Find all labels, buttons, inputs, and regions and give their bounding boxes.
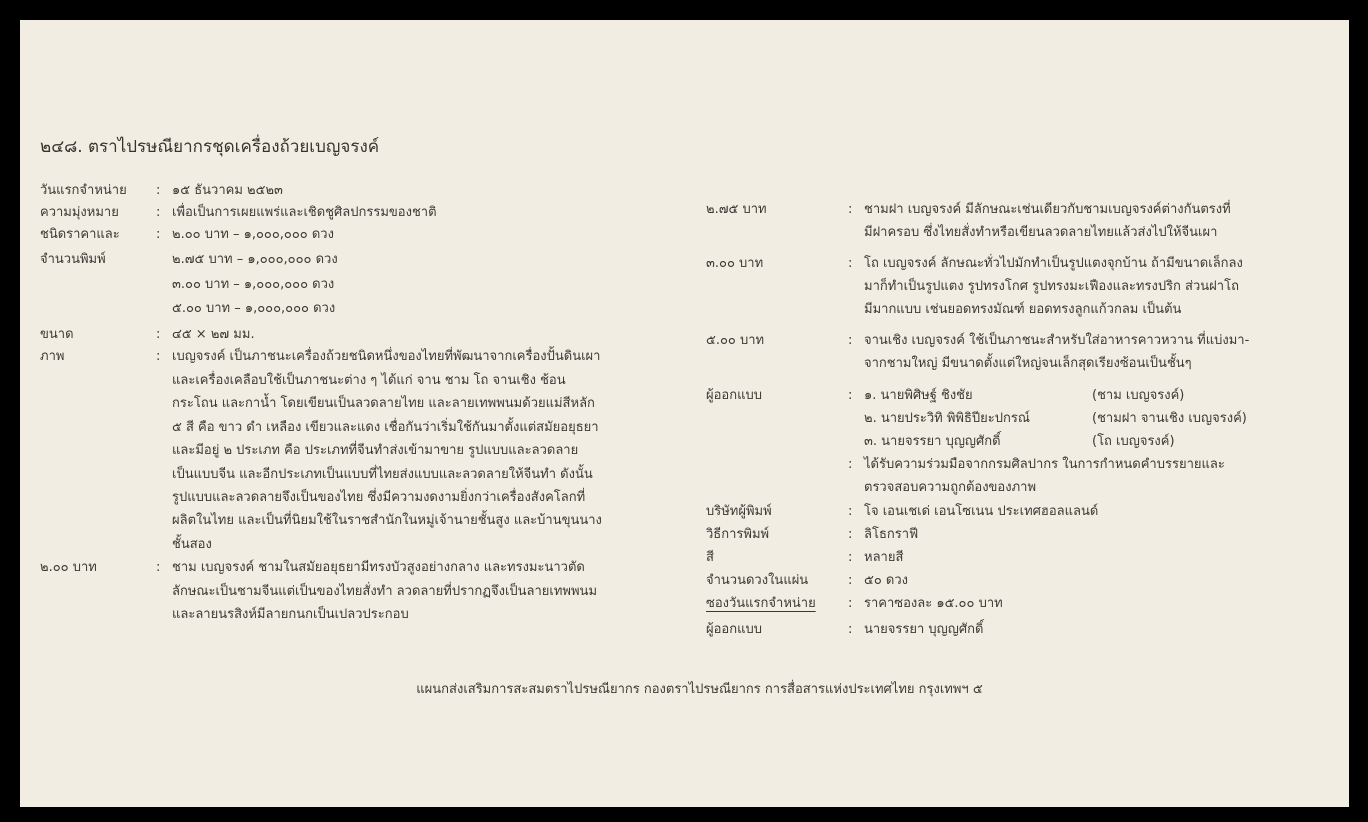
colors-row xyxy=(706,546,1334,569)
baht-300-line: มีมากแบบ เช่นยอดทรงมัณฑ์ ยอดทรงลูกแก้วกลม เป็นต้น xyxy=(864,302,1182,317)
picture-row xyxy=(40,345,700,556)
colon: : xyxy=(848,457,853,472)
baht-275-line: ชามฝา เบญจรงค์ มีลักษณะเช่นเดียวกับชามเบญจรงค์ต่างกันตรงที่ xyxy=(864,202,1231,217)
baht-500-line: จานเชิง เบญจรงค์ ใช้เป็นภาชนะสำหรับใส่อาหารคาวหวาน ที่แบ่งมา- xyxy=(864,333,1250,348)
baht-500-line: จากชามใหญ่ มีขนาดตั้งแต่ใหญ่จนเล็กสุดเรียงซ้อนเป็นชั้นๆ xyxy=(864,356,1192,371)
footer-text: แผนกส่งเสริมการสะสมตราไปรษณียากร กองตราไปรษณียากร การสื่อสารแห่งประเทศไทย กรุงเทพฯ ๕ xyxy=(416,682,983,697)
printer-value: โจ เอนเชเด่ เอนโซเนน ประเทศฮอลแลนด์ xyxy=(864,504,1099,519)
colon: : xyxy=(848,256,853,271)
baht-275-label: ๒.๗๕ บาท xyxy=(706,202,767,217)
baht-500-row xyxy=(706,329,1334,375)
colon: : xyxy=(156,227,161,243)
colon: : xyxy=(848,622,853,637)
purpose-label: ความมุ่งหมาย xyxy=(40,204,119,220)
fdc-value: ราคาซองละ ๑๕.๐๐ บาท xyxy=(864,596,1003,611)
baht-200-line: ลักษณะเป็นชามจีนแต่เป็นของไทยสั่งทำ ลวดลายที่ปรากฏจึงเป็นลายเทพพนม xyxy=(172,583,598,599)
colon: : xyxy=(848,388,853,403)
colon: : xyxy=(848,550,853,565)
picture-line: ชั้นสอง xyxy=(172,536,212,552)
left-column xyxy=(40,180,700,626)
fdc-designer-row xyxy=(706,618,1334,641)
first-day-row xyxy=(40,180,700,202)
designer-item: (ชามฝา จานเชิง เบญจรงค์) xyxy=(1092,411,1247,426)
designer-name: ๑. นายพิศิษฐ์ ชิงชัย xyxy=(864,388,973,403)
designers-note-line: ได้รับความร่วมมือจากกรมศิลปากร ในการกำหนดคำบรรยายและ xyxy=(864,457,1225,472)
colon: : xyxy=(156,183,161,198)
colors-label: สี xyxy=(706,550,714,565)
fdc-label: ซองวันแรกจำหน่าย xyxy=(706,596,816,611)
first-day-value: ๑๕ ธันวาคม ๒๕๒๓ xyxy=(172,183,283,198)
page-title: ๒๔๘. ตราไปรษณียากรชุดเครื่องถ้วยเบญจรงค์ xyxy=(40,137,380,157)
picture-line: และเครื่องเคลือบใช้เป็นภาชนะต่าง ๆ ได้แก่ จาน ชาม โถ จานเชิง ช้อน xyxy=(172,372,566,388)
picture-line: เป็นแบบจีน และอีกประเภทเป็นแบบที่ไทยส่งแบบและลวดลายให้จีนทำ ดังนั้น xyxy=(172,466,593,482)
designers-note-row xyxy=(706,453,1334,499)
designers-note-line: ตรวจสอบความถูกต้องของภาพ xyxy=(864,480,1037,495)
baht-275-row xyxy=(706,198,1334,244)
designer-name: ๒. นายประวิทิ พิพิธิปียะปกรณ์ xyxy=(864,411,1030,426)
baht-300-row xyxy=(706,252,1334,321)
designers-label: ผู้ออกแบบ xyxy=(706,388,762,403)
printer-row xyxy=(706,500,1334,523)
first-day-label: วันแรกจำหน่าย xyxy=(40,183,127,198)
designers-row xyxy=(706,384,1334,453)
fdc-designer-value: นายจรรยา บุญญศักดิ์ xyxy=(864,622,984,637)
stamps-per-sheet-label: จำนวนดวงในแผ่น xyxy=(706,573,809,588)
right-column xyxy=(706,180,1334,641)
baht-275-line: มีฝาครอบ ซึ่งไทยสั่งทำหรือเขียนลวดลายไทยแล้วส่งไปให้จีนเผา xyxy=(864,225,1218,240)
denomination-item: ๒.๐๐ บาท – ๑,๐๐๐,๐๐๐ ดวง xyxy=(172,227,334,243)
colon: : xyxy=(848,527,853,542)
designer-line xyxy=(864,407,1334,430)
denomination-item: ๒.๗๕ บาท – ๑,๐๐๐,๐๐๐ ดวง xyxy=(172,252,338,267)
printer-label: บริษัทผู้พิมพ์ xyxy=(706,504,772,519)
picture-line: ๕ สี คือ ขาว ดำ เหลือง เขียวและแดง เชื่อกันว่าเริ่มใช้กันมาตั้งแต่สมัยอยุธยา xyxy=(172,419,599,435)
designer-line xyxy=(864,430,1334,453)
colon: : xyxy=(848,504,853,519)
baht-300-line: โถ เบญจรงค์ ลักษณะทั่วไปมักทำเป็นรูปแตงจุกบ้าน ถ้ามีขนาดเล็กลง xyxy=(864,256,1243,271)
picture-line: ผลิตในไทย และเป็นที่นิยมใช้ในราชสำนักในหมู่เจ้านายชั้นสูง และบ้านขุนนาง xyxy=(172,513,602,529)
picture-label: ภาพ xyxy=(40,349,65,365)
colon: : xyxy=(848,333,853,348)
baht-200-label: ๒.๐๐ บาท xyxy=(40,560,97,576)
denominations-label-1: ชนิดราคาและ xyxy=(40,227,120,243)
colon: : xyxy=(156,560,161,576)
picture-line: รูปแบบและลวดลายจึงเป็นของไทย ซึ่งมีความงดงามยิ่งกว่าเครื่องสังคโลกที่ xyxy=(172,489,586,505)
stamps-per-sheet-row xyxy=(706,569,1334,592)
baht-500-label: ๕.๐๐ บาท xyxy=(706,333,765,348)
baht-300-line: มาก็ทำเป็นรูปแตง รูปทรงโกศ รูปทรงมะเฟืองและทรงปริก ส่วนฝาโถ xyxy=(864,279,1239,294)
colon: : xyxy=(156,349,161,365)
denominations-label-2: จำนวนพิมพ์ xyxy=(40,252,106,267)
stamps-per-sheet-value: ๕๐ ดวง xyxy=(864,573,908,588)
designer-name: ๓. นายจรรยา บุญญศักดิ์ xyxy=(864,434,1001,449)
method-row xyxy=(706,523,1334,546)
method-label: วิธีการพิมพ์ xyxy=(706,527,770,542)
colon: : xyxy=(156,204,161,220)
designer-line xyxy=(864,384,1334,407)
colon: : xyxy=(848,202,853,217)
fdc-row xyxy=(706,592,1334,615)
method-value: ลิโธกราฟี xyxy=(864,527,919,542)
denominations-row xyxy=(40,223,700,321)
stamp-info-sheet xyxy=(20,20,1349,807)
picture-line: และมีอยู่ ๒ ประเภท คือ ประเภทที่จีนทำส่งเข้ามาขาย รูปแบบและลวดลาย xyxy=(172,443,579,459)
baht-200-line: และลายนรสิงห์มีลายกนกเป็นเปลวประกอบ xyxy=(172,606,409,622)
denomination-item: ๕.๐๐ บาท – ๑,๐๐๐,๐๐๐ ดวง xyxy=(172,301,336,317)
denomination-item: ๓.๐๐ บาท – ๑,๐๐๐,๐๐๐ ดวง xyxy=(172,276,335,292)
purpose-value: เพื่อเป็นการเผยแพร่และเชิดชูศิลปกรรมของชาติ xyxy=(172,204,437,220)
colon: : xyxy=(848,573,853,588)
colon: : xyxy=(848,596,853,611)
baht-300-label: ๓.๐๐ บาท xyxy=(706,256,764,271)
colors-value: หลายสี xyxy=(864,550,904,565)
colon: : xyxy=(156,326,161,342)
size-label: ขนาด xyxy=(40,326,74,342)
picture-line: กระโถน และกาน้ำ โดยเขียนเป็นลวดลายไทย และลายเทพพนมด้วยแม่สีหลัก xyxy=(172,396,595,412)
fdc-designer-label: ผู้ออกแบบ xyxy=(706,622,762,637)
purpose-row xyxy=(40,202,700,224)
picture-line: เบญจรงค์ เป็นภาชนะเครื่องถ้วยชนิดหนึ่งของไทยที่พัฒนาจากเครื่องปั้นดินเผา xyxy=(172,349,601,365)
baht-200-line: ชาม เบญจรงค์ ชามในสมัยอยุธยามีทรงบัวสูงอย่างกลาง และทรงมะนาวตัด xyxy=(172,560,585,576)
size-value: ๔๕ × ๒๗ มม. xyxy=(172,326,255,342)
baht-200-row xyxy=(40,556,700,626)
designer-item: (โถ เบญจรงค์) xyxy=(1092,434,1175,449)
designer-item: (ชาม เบญจรงค์) xyxy=(1092,388,1185,403)
size-row xyxy=(40,324,700,346)
